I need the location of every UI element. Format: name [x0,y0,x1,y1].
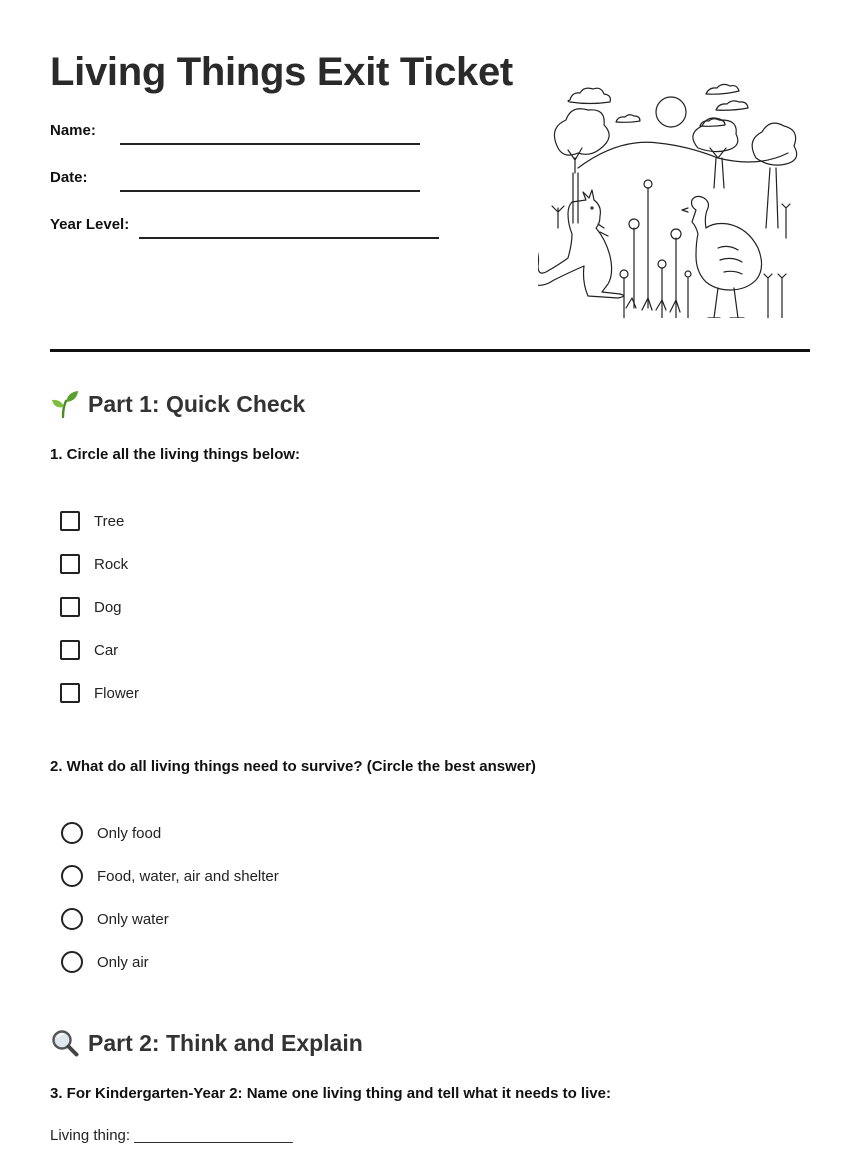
question-1: 1. Circle all the living things below: [50,446,301,463]
sun-icon [656,97,686,127]
checkbox[interactable] [60,554,80,574]
tree-icon [693,118,738,188]
option-label: Only food [97,824,162,842]
part2-heading [50,1028,363,1058]
emu-icon [682,196,762,318]
date-field[interactable] [120,190,420,192]
checkbox[interactable] [60,511,80,531]
option-label: Flower [94,684,140,702]
option-only-air[interactable] [60,951,149,973]
option-label: Car [94,641,119,659]
radio-button[interactable] [61,908,83,930]
option-label: Tree [94,512,125,530]
question-2: 2. What do all living things need to survive? (Circle the best answer) [50,758,536,775]
option-tree[interactable] [60,511,124,531]
option-rock[interactable] [60,554,128,574]
tree-icon [752,123,797,228]
part2-title: Part 2: Think and Explain [88,1029,363,1056]
year-level-label: Year Level: [50,216,130,233]
magnifying-glass-icon [50,1028,80,1058]
option-dog[interactable] [60,597,122,617]
option-food-water-air-shelter[interactable] [60,865,279,887]
name-field[interactable] [120,143,420,145]
cloud-icon [568,88,610,103]
question-3: 3. For Kindergarten-Year 2: Name one living thing and tell what it needs to live: [50,1085,611,1102]
wildflowers-icon [552,180,790,318]
seedling-icon [50,389,80,419]
part1-title: Part 1: Quick Check [88,390,306,417]
option-car[interactable] [60,640,118,660]
option-only-water[interactable] [60,908,169,930]
date-label: Date: [50,169,88,186]
checkbox[interactable] [60,640,80,660]
option-label: Only water [97,910,169,928]
radio-button[interactable] [61,951,83,973]
radio-button[interactable] [61,865,83,887]
header-divider [50,349,810,352]
australian-bushland-illustration [538,78,808,318]
page-title: Living Things Exit Ticket [50,50,513,94]
option-label: Only air [97,953,149,971]
checkbox[interactable] [60,597,80,617]
option-flower[interactable] [60,683,139,703]
option-label: Rock [94,555,129,573]
kangaroo-icon [538,190,624,298]
name-label: Name: [50,122,96,139]
checkbox[interactable] [60,683,80,703]
option-label: Dog [94,598,122,616]
part1-heading [50,389,305,419]
option-label: Food, water, air and shelter [97,867,279,885]
living-thing-answer[interactable]: Living thing: ___________________ [50,1127,293,1144]
cloud-icon [616,115,640,123]
radio-button[interactable] [61,822,83,844]
option-only-food[interactable] [60,822,161,844]
year-level-field[interactable] [139,237,439,239]
